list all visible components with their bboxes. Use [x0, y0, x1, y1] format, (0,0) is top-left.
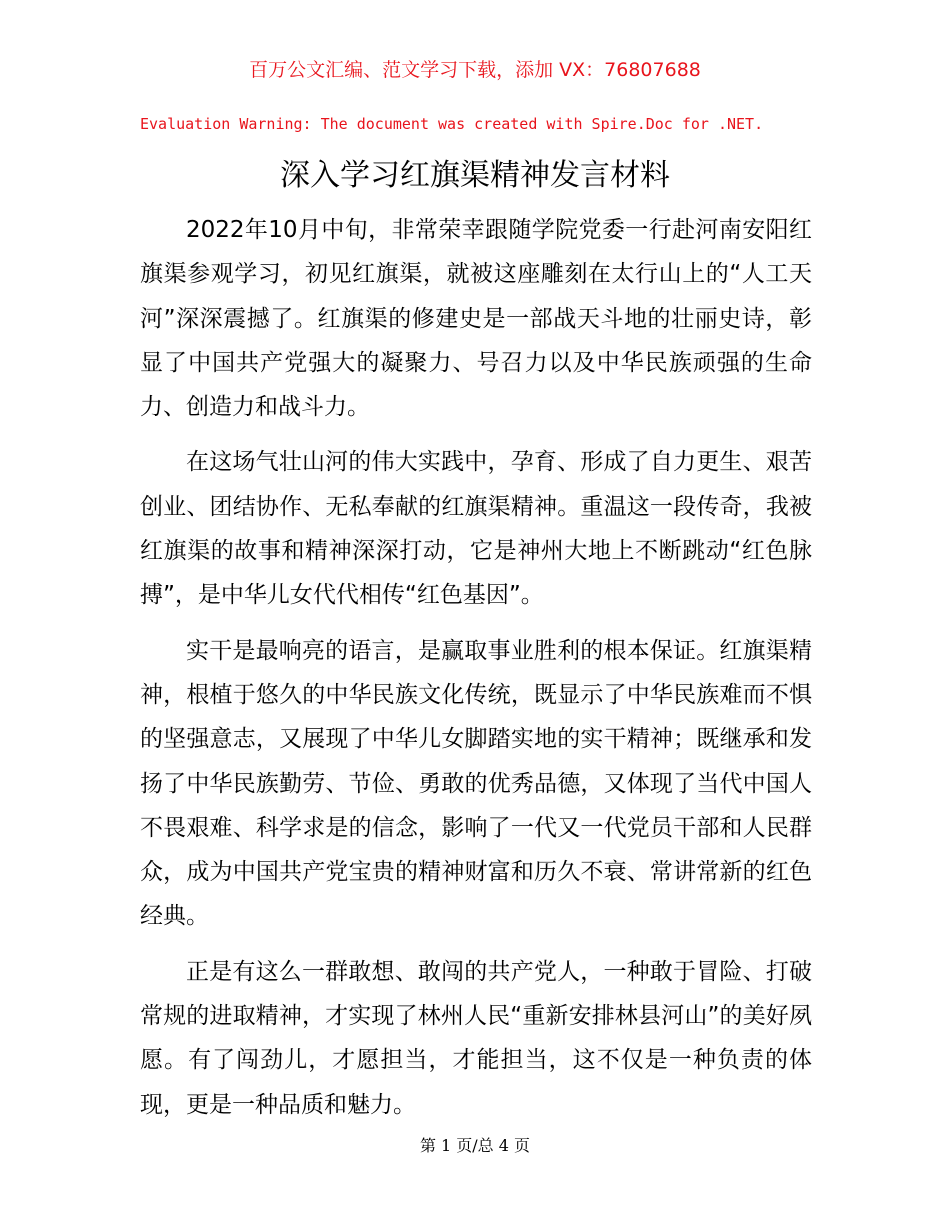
document-title: 深入学习红旗渠精神发言材料	[280, 158, 670, 193]
page-indicator: 第 1 页/总 4 页	[419, 1136, 531, 1155]
paragraph-4: 正是有这么一群敢想、敢闯的共产党人，一种敢于冒险、打破常规的进取精神，才实现了林州人民“重新安排林县河山”的美好夙愿。有了闯劲儿，才愿担当，才能担当，这不仅是一种负责的体现，更是一种品质和魅力。	[140, 958, 812, 1118]
header-banner: 百万公文汇编、范文学习下载，添加 VX：76807688	[249, 59, 701, 81]
document-body	[140, 208, 812, 1138]
paragraph-1: 2022年10月中旬，非常荣幸跟随学院党委一行赴河南安阳红旗渠参观学习，初见红旗渠，就被这座雕刻在太行山上的“人工天河”深深震撼了。红旗渠的修建史是一部战天斗地的壮丽史诗，彰显了中国共产党强大的凝聚力、号召力以及中华民族顽强的生命力、创造力和战斗力。	[140, 217, 812, 421]
paragraph-3: 实干是最响亮的语言，是赢取事业胜利的根本保证。红旗渠精神，根植于悠久的中华民族文化传统，既显示了中华民族难而不惧的坚强意志，又展现了中华儿女脚踏实地的实干精神；既继承和发扬了中华民族勤劳、节俭、勇敢的优秀品德，又体现了当代中国人不畏艰难、科学求是的信念，影响了一代又一代党员干部和人民群众，成为中国共产党宝贵的精神财富和历久不衰、常讲常新的红色经典。	[140, 637, 812, 930]
paragraph-2: 在这场气壮山河的伟大实践中，孕育、形成了自力更生、艰苦创业、团结协作、无私奉献的红旗渠精神。重温这一段传奇，我被红旗渠的故事和精神深深打动，它是神州大地上不断跳动“红色脉搏”，是中华儿女代代相传“红色基因”。	[140, 449, 812, 609]
evaluation-warning: Evaluation Warning: The document was created with Spire.Doc for .NET.	[140, 115, 764, 133]
